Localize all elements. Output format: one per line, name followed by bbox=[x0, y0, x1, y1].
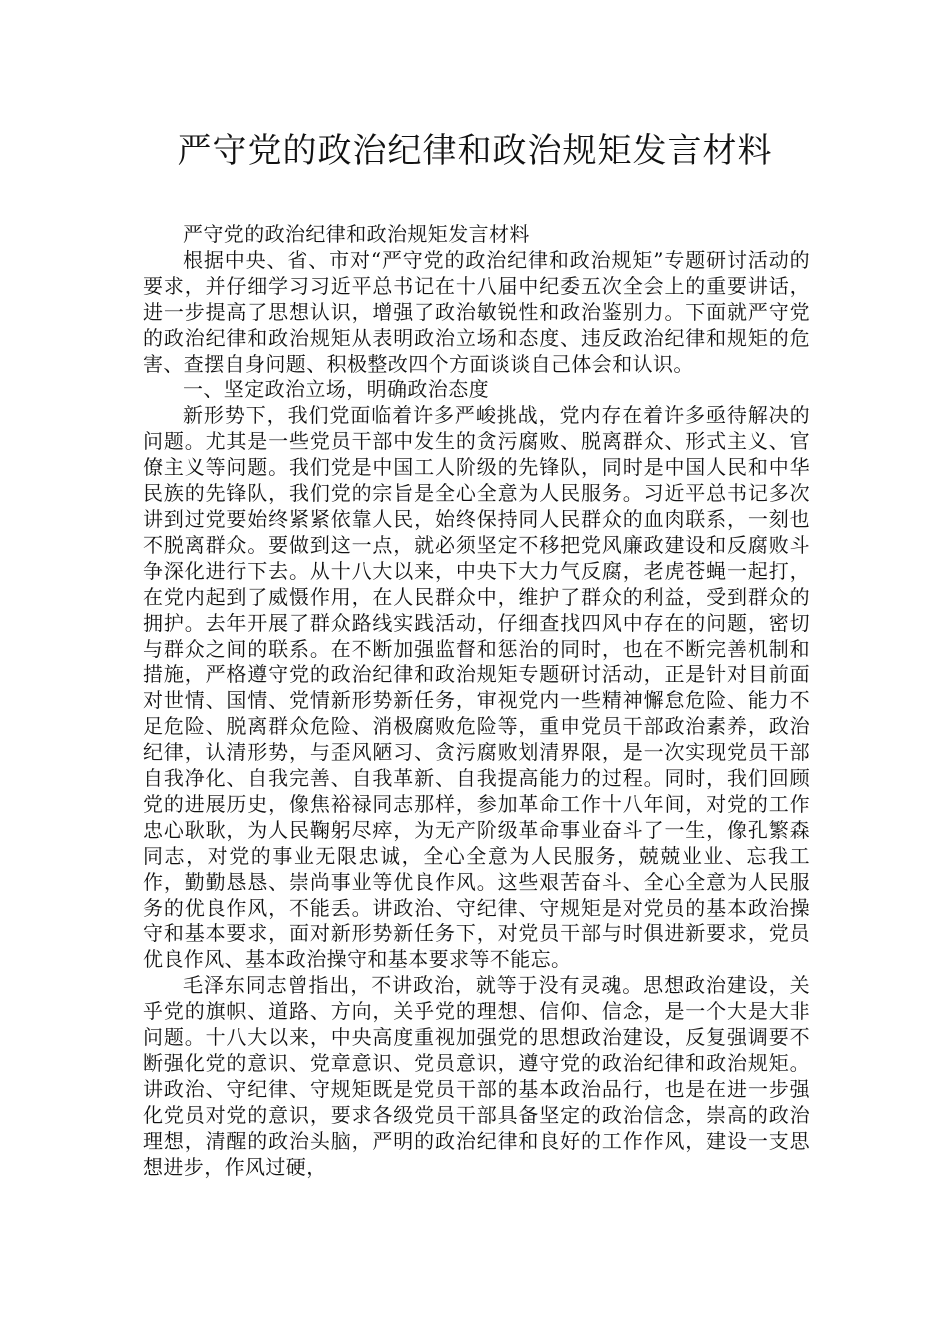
paragraph-intro: 根据中央、省、市对“严守党的政治纪律和政治规矩”专题研讨活动的要求，并仔细学习习近平总书记在十八届中纪委五次全会上的重要讲话，进一步提高了思想认识，增强了政治敏锐性和政治鉴别力。下面就严守党的政治纪律和政治规矩从表明政治立场和态度、违反政治纪律和规矩的危害、查摆自身问题、积极整改四个方面谈谈自己体会和认识。 bbox=[143, 247, 810, 376]
document-title: 严守党的政治纪律和政治规矩发言材料 bbox=[177, 131, 773, 171]
paragraph-subtitle: 严守党的政治纪律和政治规矩发言材料 bbox=[183, 222, 530, 246]
document-body bbox=[143, 222, 810, 1181]
paragraph-section-2: 毛泽东同志曾指出，不讲政治，就等于没有灵魂。思想政治建设，关乎党的旗帜、道路、方向，关乎党的理想、信仰、信念，是一个大是大非问题。十八大以来，中央高度重视加强党的思想政治建设，反复强调要不断强化党的意识、党章意识、党员意识，遵守党的政治纪律和政治规矩。讲政治、守纪律、守规矩既是党员干部的基本政治品行，也是在进一步强化党员对党的意识，要求各级党员干部具备坚定的政治信念，崇高的政治理想，清醒的政治头脑，严明的政治纪律和良好的工作作风，建设一支思想进步，作风过硬， bbox=[143, 973, 810, 1179]
section-heading-1: 一、坚定政治立场，明确政治态度 bbox=[183, 377, 489, 402]
paragraph-section-1: 新形势下，我们党面临着许多严峻挑战，党内存在着许多亟待解决的问题。尤其是一些党员干部中发生的贪污腐败、脱离群众、形式主义、官僚主义等问题。我们党是中国工人阶级的先锋队，同时是中国人民和中华民族的先锋队，我们党的宗旨是全心全意为人民服务。习近平总书记多次讲到过党要始终紧紧依靠人民，始终保持同人民群众的血肉联系，一刻也不脱离群众。要做到这一点，就必须坚定不移把党风廉政建设和反腐败斗争深化进行下去。从十八大以来，中央下大力气反腐，老虎苍蝇一起打，在党内起到了威慑作用，在人民群众中，维护了群众的利益，受到群众的拥护。去年开展了群众路线实践活动，仔细查找四风中存在的问题，密切与群众之间的联系。在不断加强监督和惩治的同时，也在不断完善机制和措施，严格遵守党的政治纪律和政治规矩专题研讨活动，正是针对目前面对世情、国情、党情新形势新任务，审视党内一些精神懈怠危险、能力不足危险、脱离群众危险、消极腐败危险等，重申党员干部政治素养，政治纪律，认清形势，与歪风陋习、贪污腐败划清界限，是一次实现党员干部自我净化、自我完善、自我革新、自我提高能力的过程。同时，我们回顾党的进展历史，像焦裕禄同志那样，参加革命工作十八年间，对党的工作忠心耿耿，为人民鞠躬尽瘁，为无产阶级革命事业奋斗了一生，像孔繁森同志，对党的事业无限忠诚，全心全意为人民服务，兢兢业业、忘我工作，勤勤恳恳、崇尚事业等优良作风。这些艰苦奋斗、全心全意为人民服务的优良作风，不能丢。讲政治、守纪律、守规矩是对党员的基本政治操守和基本要求，面对新形势新任务下，对党员干部与时俱进新要求，党员优良作风、基本政治操守和基本要求等不能忘。 bbox=[143, 403, 810, 972]
